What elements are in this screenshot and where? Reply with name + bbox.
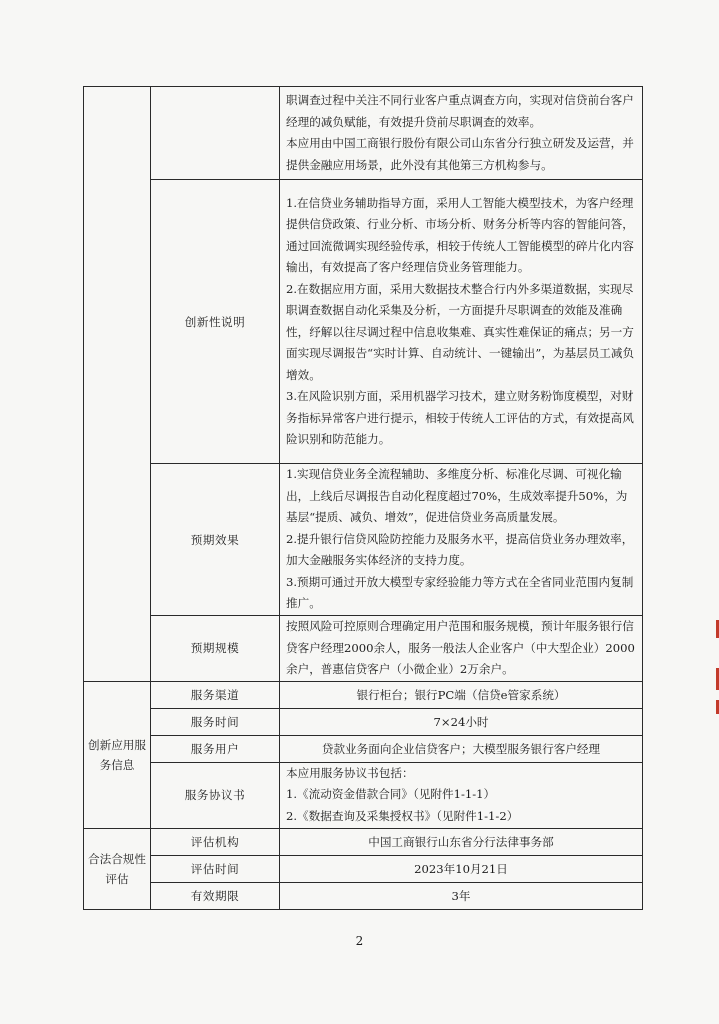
- service-agreement-label: 服务协议书: [151, 762, 280, 828]
- table-row: [84, 882, 643, 909]
- scale-label: 预期规模: [151, 616, 280, 682]
- innovation-cell: [280, 180, 643, 464]
- effect-paragraph: 1.实现信贷业务全流程辅助、多维度分析、标准化尽调、可视化输出，上线后尽调报告自动化程度超过70%，生成效率提升50%，为基层“提质、减负、增效”，促进信贷业务高质量发展。: [286, 467, 628, 525]
- service-users-value: 贷款业务面向企业信贷客户；大模型服务银行客户经理: [280, 735, 643, 762]
- agreement-line: 1.《流动资金借款合同》（见附件1-1-1）: [286, 787, 496, 802]
- table-row: [84, 708, 643, 735]
- service-agreement-cell: [280, 762, 643, 828]
- validity-value: 3年: [280, 882, 643, 909]
- table-row: [84, 855, 643, 882]
- innovation-label: 创新性说明: [151, 180, 280, 464]
- service-users-label: 服务用户: [151, 735, 280, 762]
- table-row: [84, 735, 643, 762]
- assessment-date-value: 2023年10月21日: [280, 855, 643, 882]
- table-row: [84, 464, 643, 616]
- application-info-table: [83, 86, 643, 910]
- effect-label: 预期效果: [151, 464, 280, 616]
- service-time-label: 服务时间: [151, 708, 280, 735]
- table-row: [84, 180, 643, 464]
- agreement-line: 2.《数据查询及采集授权书》（见附件1-1-2）: [286, 808, 519, 823]
- service-time-value: 7×24小时: [280, 708, 643, 735]
- service-channel-value: 银行柜台；银行PC端（信贷e管家系统）: [280, 681, 643, 708]
- service-channel-label: 服务渠道: [151, 681, 280, 708]
- innovation-paragraph: 1.在信贷业务辅助指导方面，采用人工智能大模型技术，为客户经理提供信贷政策、行业分析、市场分析、财务分析等内容的智能问答，通过回流微调实现经验传承，相较于传统人工智能模型的碎片化内容输出，有效提高了客户经理信贷业务管理能力。: [286, 195, 634, 274]
- group-cell-empty: [84, 87, 151, 682]
- effect-cell: [280, 464, 643, 616]
- service-group-label: 创新应用服务信息: [84, 681, 151, 828]
- innovation-paragraph: 2.在数据应用方面，采用大数据技术整合行内外多渠道数据，实现尽职调查数据自动化采集及分析，一方面提升尽职调查的效能及准确性，纾解以往尽调过程中信息收集难、真实性难保证的痛点；另一方面实现尽调报告“实时计算、自动统计、一键输出”，为基层员工减负增效。: [286, 281, 635, 382]
- table-row: [84, 762, 643, 828]
- intro-cell: [280, 87, 643, 180]
- label-cell-empty: [151, 87, 280, 180]
- table-row: [84, 681, 643, 708]
- assessment-date-label: 评估时间: [151, 855, 280, 882]
- scale-cell: 按照风险可控原则合理确定用户范围和服务规模，预计年服务银行信贷客户经理2000余人，服务一般法人企业客户（中大型企业）2000余户，普惠信贷客户（小微企业）2万余户。: [280, 616, 643, 682]
- validity-label: 有效期限: [151, 882, 280, 909]
- effect-paragraph: 3.预期可通过开放大模型专家经验能力等方式在全省同业范围内复制推广。: [286, 574, 634, 611]
- intro-paragraph: 职调查过程中关注不同行业客户重点调查方向，实现对信贷前台客户经理的减负赋能，有效提升贷前尽职调查的效率。: [286, 93, 634, 129]
- compliance-group-label: 合法合规性评估: [84, 828, 151, 909]
- intro-paragraph: 本应用由中国工商银行股份有限公司山东省分行独立研发及运营，并提供金融应用场景，此外没有其他第三方机构参与。: [286, 136, 634, 172]
- table-row: [84, 616, 643, 682]
- table-row: [84, 828, 643, 855]
- page-number: 2: [355, 934, 364, 948]
- innovation-paragraph: 3.在风险识别方面，采用机器学习技术，建立财务粉饰度模型，对财务指标异常客户进行提示，相较于传统人工评估的方式，有效提高风险识别和防范能力。: [286, 389, 634, 446]
- assessment-agency-label: 评估机构: [151, 828, 280, 855]
- agreement-line: 本应用服务协议书包括：: [286, 765, 414, 780]
- assessment-agency-value: 中国工商银行山东省分行法律事务部: [280, 828, 643, 855]
- effect-paragraph: 2.提升银行信贷风险防控能力及服务水平，提高信贷业务办理效率，加大金融服务实体经济的支持力度。: [286, 531, 634, 568]
- table-row: [84, 87, 643, 180]
